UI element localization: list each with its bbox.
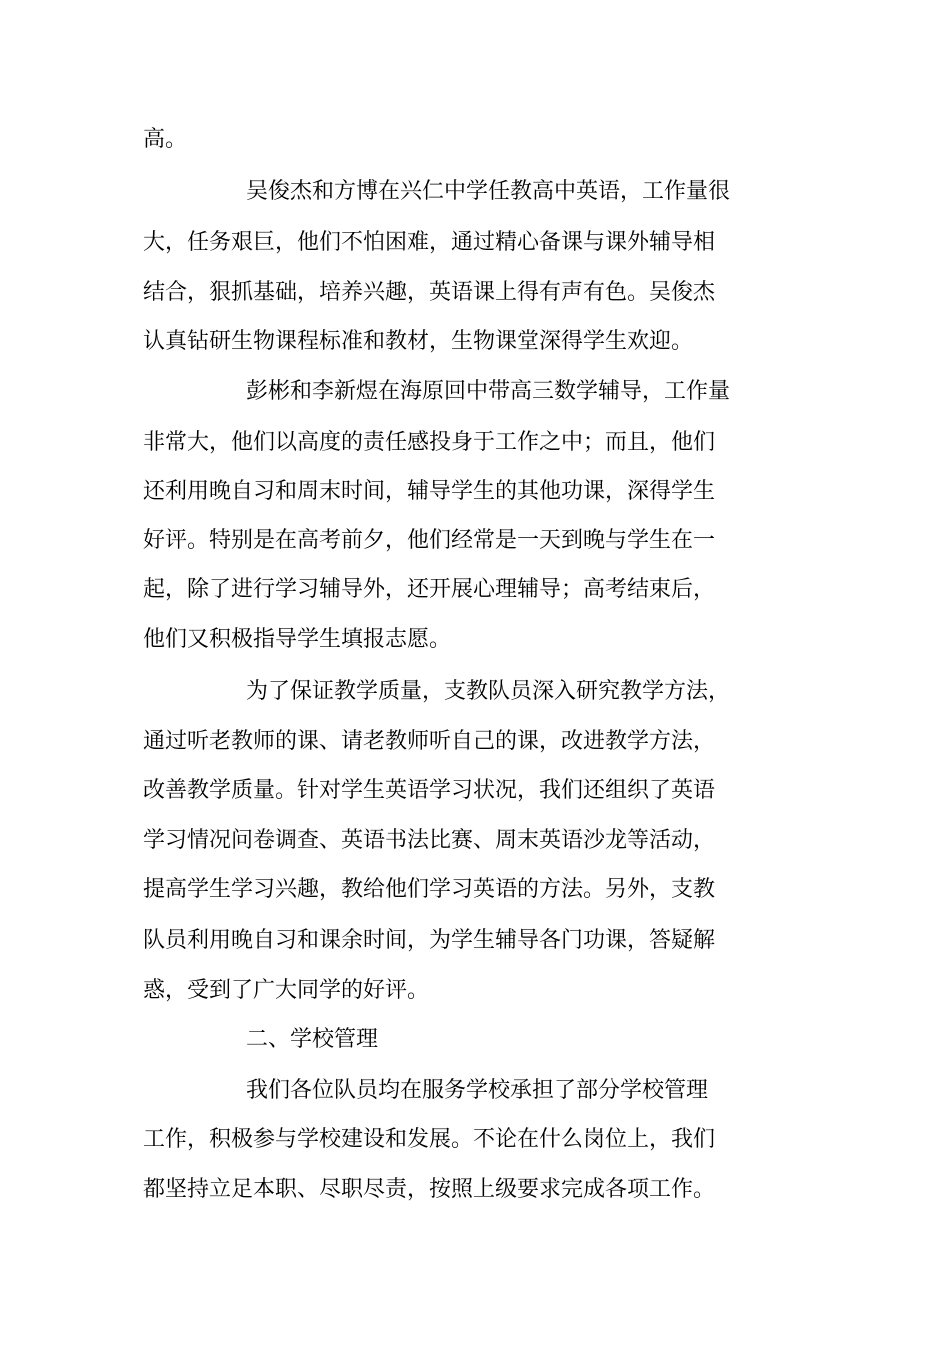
text-line: 彭彬和李新煜在海原回中带高三数学辅导，工作量 <box>246 379 731 404</box>
text-line: 都坚持立足本职、尽职尽责，按照上级要求完成各项工作。 <box>143 1177 716 1202</box>
text-line: 提高学生学习兴趣，教给他们学习英语的方法。另外，支教 <box>143 877 716 902</box>
text-line: 好评。特别是在高考前夕，他们经常是一天到晚与学生在一 <box>143 528 716 553</box>
text-line: 通过听老教师的课、请老教师听自己的课，改进教学方法， <box>143 729 716 754</box>
text-line: 惑，受到了广大同学的好评。 <box>143 978 430 1003</box>
text-line: 为了保证教学质量，支教队员深入研究教学方法， <box>246 679 731 704</box>
text-line: 非常大，他们以高度的责任感投身于工作之中；而且，他们 <box>143 430 716 455</box>
text-line: 队员利用晚自习和课余时间，为学生辅导各门功课，答疑解 <box>143 928 716 953</box>
text-line: 结合，狠抓基础，培养兴趣，英语课上得有声有色。吴俊杰 <box>143 280 716 305</box>
text-line: 还利用晚自习和周末时间，辅导学生的其他功课，深得学生 <box>143 479 716 504</box>
text-line: 改善教学质量。针对学生英语学习状况，我们还组织了英语 <box>143 778 716 803</box>
text-line: 高。 <box>143 127 188 152</box>
text-line: 认真钻研生物课程标准和教材，生物课堂深得学生欢迎。 <box>143 329 694 354</box>
section-heading: 二、学校管理 <box>246 1027 379 1052</box>
text-line: 大，任务艰巨，他们不怕困难，通过精心备课与课外辅导相 <box>143 230 716 255</box>
text-line: 工作，积极参与学校建设和发展。不论在什么岗位上，我们 <box>143 1127 716 1152</box>
text-line: 起，除了进行学习辅导外，还开展心理辅导；高考结束后， <box>143 577 716 602</box>
text-line: 他们又积极指导学生填报志愿。 <box>143 627 452 652</box>
text-line: 学习情况问卷调查、英语书法比赛、周末英语沙龙等活动， <box>143 828 716 853</box>
text-line: 我们各位队员均在服务学校承担了部分学校管理 <box>246 1078 709 1103</box>
text-line: 吴俊杰和方博在兴仁中学任教高中英语，工作量很 <box>246 179 731 204</box>
